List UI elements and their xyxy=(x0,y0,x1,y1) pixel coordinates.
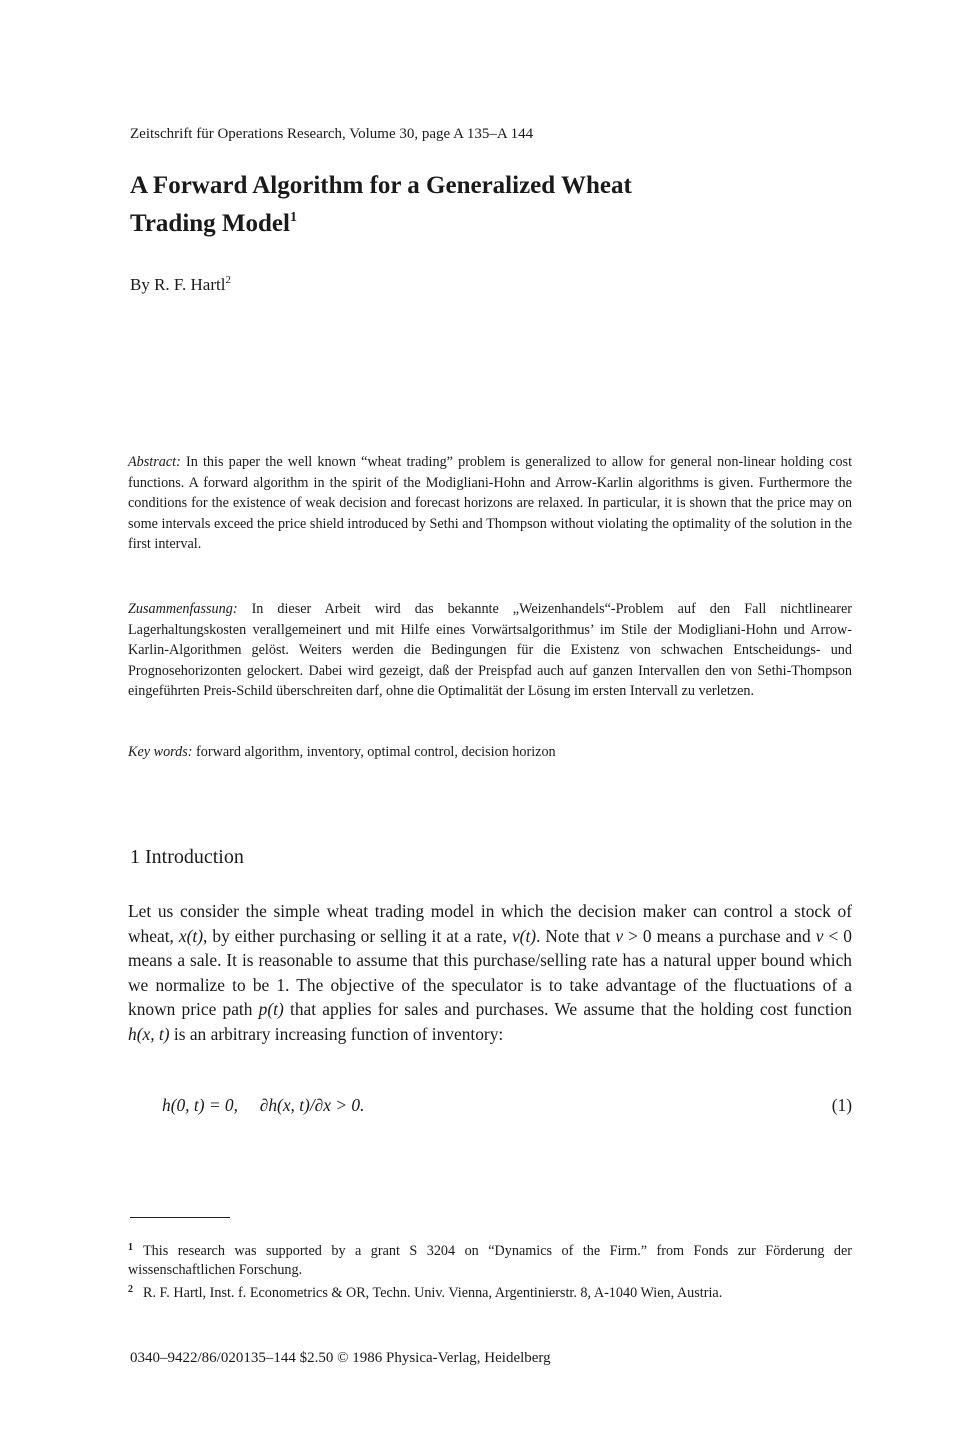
footnote-1-text: This research was supported by a grant S 3204 on “Dynamics of the Firm.” from Fonds zur Förderung der wissenschaftlichen Forschung. xyxy=(128,1243,852,1278)
footnote-1 xyxy=(128,1238,852,1280)
zusammenfassung-text: In dieser Arbeit wird das bekannte „Weizenhandels“-Problem auf den Fall nichtlinearer Lagerhaltungskosten verallgemeinert und mit Hilfe eines Vorwärtsalgorithmus’ im Stile der Modigliani-Hohn und Arrow-Karlin-Algorithmen gelöst. Weiters werden die Bedingungen für die Existenz von schwachen Entscheidungs- und Prognosehorizonten gelockert. Dabei wird gezeigt, daß der Preispfad auch auf ganzen Intervallen den von Sethi-Thompson eingeführten Preis-Schild überschreiten darf, ohne die Optimalität der Lösung im ersten Intervall zu verletzen. xyxy=(128,601,853,699)
keywords-label: Key words: xyxy=(128,744,193,760)
section-heading: 1 Introduction xyxy=(130,846,244,868)
intro-text-5: < 0 means a sale. It is reasonable to assume that this purchase/selling rate has a natural upper bound which we normalize to be 1. The objective of the speculator is to take advantage of the fluctuations of a known price path xyxy=(128,925,852,1019)
intro-text-4: > 0 means a purchase and xyxy=(628,925,811,946)
footnote-rule xyxy=(130,1217,230,1218)
intro-text-1: Let us consider the simple wheat trading model in which the decision maker can control a stock of wheat, xyxy=(128,901,852,946)
math-v-t: v(t) xyxy=(511,925,537,946)
title-footnote-mark: 1 xyxy=(289,210,297,225)
author-name: By R. F. Hartl xyxy=(130,275,226,294)
keywords-text: forward algorithm, inventory, optimal control, decision horizon xyxy=(196,744,556,760)
journal-citation: Zeitschrift für Operations Research, Volume 30, page A 135–A 144 xyxy=(130,126,534,142)
copyright-line: 0340–9422/86/020135–144 $2.50 © 1986 Physica-Verlag, Heidelberg xyxy=(130,1350,551,1366)
intro-text-7: is an arbitrary increasing function of inventory: xyxy=(173,1023,504,1044)
equation-number: (1) xyxy=(831,1095,852,1115)
equation-right: ∂h(x, t)/∂x > 0. xyxy=(259,1095,365,1115)
abstract-text: In this paper the well known “wheat trading” problem is generalized to allow for general non-linear holding cost functions. A forward algorithm in the spirit of the Modigliani-Hohn and Arrow-Karlin algorithms is given. Furthermore the conditions for the existence of weak decision and forecast horizons are relaxed. In particular, it is shown that the price may on some intervals exceed the price shield introduced by Sethi and Thompson without violating the optimality of the solution in the first interval. xyxy=(128,454,853,552)
abstract xyxy=(128,452,852,555)
author-line xyxy=(130,274,231,295)
math-v-positive: v xyxy=(615,925,624,946)
paper-title xyxy=(130,170,770,240)
footnote-2 xyxy=(128,1280,852,1303)
title-line-2: Trading Model xyxy=(130,210,290,237)
equation-left: h(0, t) = 0, xyxy=(162,1095,238,1115)
intro-text-2: , by either purchasing or selling it at a rate, xyxy=(203,925,507,946)
keywords xyxy=(128,744,852,761)
equation-1 xyxy=(162,1095,852,1116)
math-x-t: x(t) xyxy=(178,925,204,946)
zusammenfassung xyxy=(128,599,852,702)
footnote-1-mark: 1 xyxy=(128,1242,133,1253)
zusammenfassung-label: Zusammenfassung: xyxy=(128,601,238,617)
footnote-2-text: R. F. Hartl, Inst. f. Econometrics & OR, Techn. Univ. Vienna, Argentinierstr. 8, A-1040 Wien, Austria. xyxy=(143,1285,723,1301)
math-h-xt: h(x, t) xyxy=(128,1023,170,1044)
title-line-1: A Forward Algorithm for a Generalized Wheat xyxy=(130,172,632,199)
abstract-label: Abstract: xyxy=(128,454,181,470)
math-v-negative: v xyxy=(815,925,824,946)
math-p-t: p(t) xyxy=(258,999,284,1019)
author-footnote-mark: 2 xyxy=(225,274,231,286)
intro-text-3: . Note that xyxy=(536,925,611,946)
intro-paragraph xyxy=(128,899,852,1046)
intro-text-6: that applies for sales and purchases. We assume that the holding cost function xyxy=(290,999,852,1019)
footnote-2-mark: 2 xyxy=(128,1284,133,1295)
